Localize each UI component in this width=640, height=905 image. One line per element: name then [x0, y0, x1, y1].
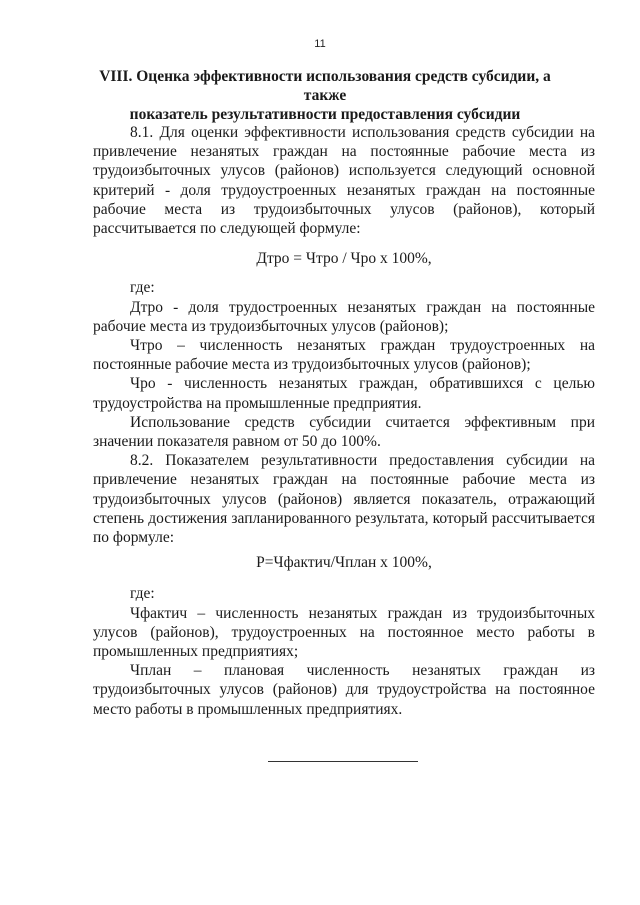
page-number: 11 [314, 38, 326, 50]
definition-chfaktich: Чфактич – численность незанятых граждан из трудоизбыточных улусов (районов), трудоустроенных на постоянное место работы в промышленных предприятиях; [93, 604, 595, 661]
paragraph-8-1: 8.1. Для оценки эффективности использования средств субсидии на привлечение незанятых граждан на постоянные рабочие места из трудоизбыточных улусов (районов) используется следующий основной критерий - доля трудоустроенных незанятых граждан на постоянные рабочие места из трудоизбыточных улусов (районов), который рассчитывается по следующей формуле: [93, 124, 595, 238]
where-label-2: где: [130, 585, 155, 603]
section-heading-line-1: VIII. Оценка эффективности использования средств субсидии, а также [99, 68, 551, 104]
formula-result: Р=Чфактич/Чплан х 100%, [256, 554, 432, 572]
body-text [93, 123, 595, 719]
where-label-1: где: [130, 279, 155, 297]
definition-chtro: Чтро – численность незанятых граждан трудоустроенных на постоянные рабочие места из трудоизбыточных улусов (районов); [93, 337, 595, 374]
paragraph-efficiency-threshold: Использование средств субсидии считается эффективным при значении показателя равном от 50 до 100%. [93, 413, 595, 451]
definition-chro: Чро - численность незанятых граждан, обратившихся с целью трудоустройства на промышленные предприятия. [93, 375, 595, 412]
section-heading-line-2: показатель результативности предоставления субсидии [129, 106, 521, 123]
definition-chplan: Чплан – плановая численность незанятых граждан из трудоизбыточных улусов (районов) для трудоустройства на постоянное место работы в промышленных предприятиях. [93, 662, 595, 718]
definition-dtro: Дтро - доля трудостроенных незанятых граждан на постоянные рабочие места из трудоизбыточных улусов (районов); [93, 298, 595, 335]
formula-dtro: Дтро = Чтро / Чро х 100%, [256, 250, 432, 268]
section-heading [90, 67, 560, 124]
paragraph-8-2: 8.2. Показателем результативности предоставления субсидии на привлечение незанятых граждан на постоянные рабочие места из трудоизбыточных улусов (районов) является показатель, отражающий степень достижения запланированного результата, который рассчитывается по формуле: [93, 452, 595, 547]
end-divider [268, 761, 418, 762]
